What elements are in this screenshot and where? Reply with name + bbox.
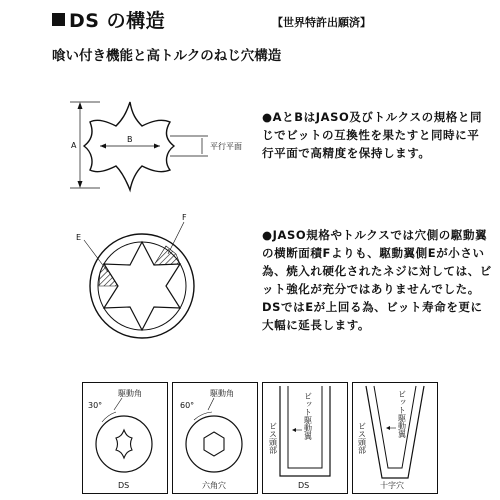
panel2-angle-title: 駆動角 [210, 389, 234, 398]
panel1-angle-title: 駆動角 [118, 389, 142, 398]
panel3-caption: DS [298, 481, 310, 490]
panel3-bit-label: ビット駆動翼 [303, 392, 313, 440]
panel2-angle: 60° [180, 401, 195, 410]
panel4-caption: 十字穴 [380, 481, 404, 490]
panel-cross-section [352, 382, 438, 494]
bullet-square-icon [52, 13, 65, 26]
hatched-area-f [154, 246, 180, 265]
panel1-caption: DS [118, 481, 130, 490]
patent-note: 【世界特許出願済】 [272, 16, 371, 29]
paragraph-compatibility: ●AとBはJASO及びトルクスの規格と同じでビットの互換性を果たすと同時に平行平面で高精度を保持します。 [262, 110, 483, 160]
paragraph-durability: ●JASO規格やトルクスでは穴側の駆動翼の横断面積Fよりも、駆動翼側Eが小さい為、焼入れ硬化されたネジに対しては、ビット強化が充分ではありませんでした。DSではEが上回る為、ビット寿命を更に大幅に延長します。 [262, 228, 492, 332]
hexalobe-dimension-diagram [60, 92, 260, 202]
panel-hex-drive-angle [172, 382, 258, 494]
panel4-bit-label: ビット駆動翼 [397, 390, 407, 438]
label-e: E [76, 233, 82, 242]
panel4-head-label: ビス頭部 [357, 422, 367, 454]
panel3-head-label: ビス頭部 [268, 422, 278, 454]
cross-section-diagram [72, 210, 272, 350]
panel1-angle: 30° [88, 401, 103, 410]
panel-ds-section [262, 382, 348, 494]
panel2-caption: 六角穴 [202, 481, 226, 490]
panel-ds-drive-angle [82, 382, 168, 494]
label-b: B [127, 135, 133, 144]
label-f: F [182, 213, 187, 222]
label-parallel-plane: 平行平面 [210, 142, 242, 151]
page-title [52, 6, 165, 33]
page-title-text: DS の構造 [69, 10, 166, 32]
label-a: A [71, 141, 77, 150]
subtitle: 喰い付き機能と高トルクのねじ穴構造 [52, 48, 282, 64]
